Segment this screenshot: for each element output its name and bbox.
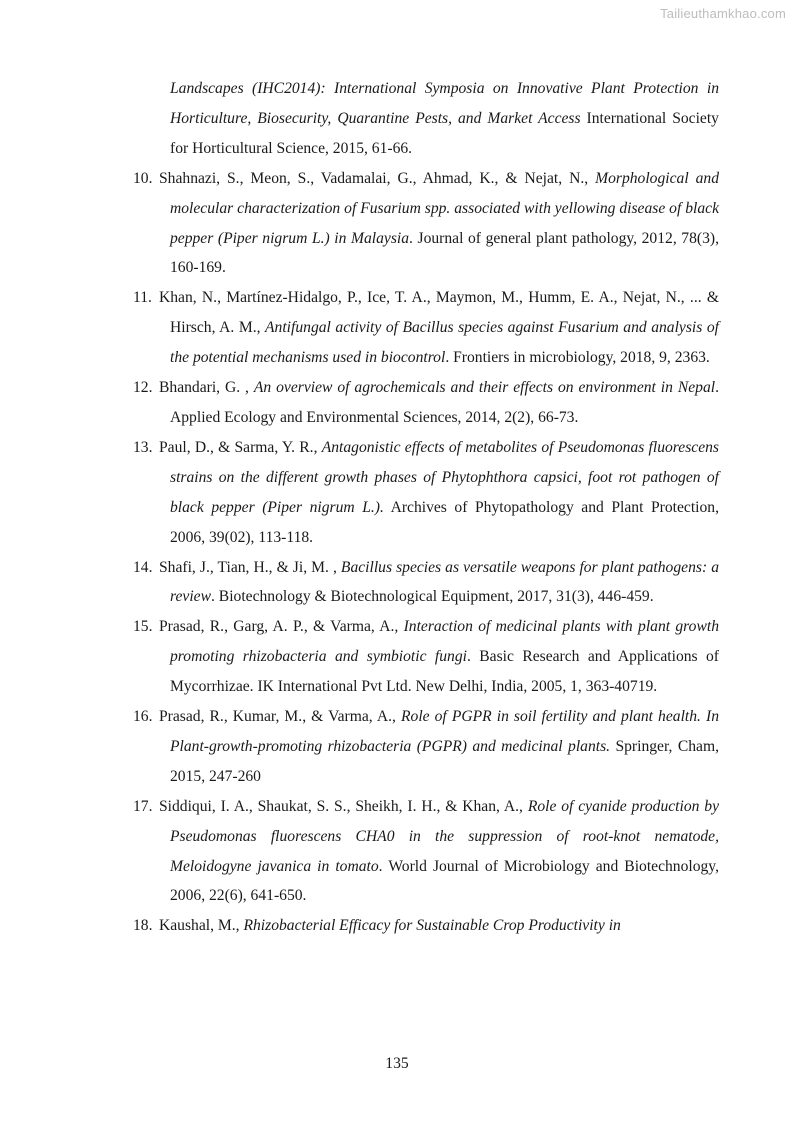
reference-number: 11. [133,289,152,307]
reference-authors: Kaushal, M., [159,917,244,935]
reference-source: International Society for Horticultural Science, 2015, 61-66. [170,109,719,157]
reference-authors: Khan, N., Martínez-Hidalgo, P., Ice, T. A., Maymon, M., Humm, E. A., Nejat, N., ... & Hirsch, A. M., [159,289,719,337]
reference-15 [133,612,719,702]
reference-continuation [133,74,719,164]
reference-13 [133,433,719,553]
reference-12 [133,373,719,433]
page-number: 135 [385,1055,409,1072]
reference-authors: Bhandari, G. , [159,379,254,397]
reference-authors: Siddiqui, I. A., Shaukat, S. S., Sheikh, I. H., & Khan, A., [159,797,528,815]
reference-title: Role of cyanide production by Pseudomonas fluorescens CHA0 in the suppression of root-knot nematode, Meloidogyne javanica in tomato [170,797,719,875]
reference-17 [133,792,719,912]
reference-source: . Journal of general plant pathology, 2012, 78(3), 160-169. [170,229,719,277]
reference-title: Bacillus species as versatile weapons for plant pathogens: a review [170,558,719,606]
reference-list [133,74,719,941]
reference-14 [133,553,719,613]
reference-title: , Interaction of medicinal plants with plant growth promoting rhizobacteria and symbiotic fungi [170,618,719,666]
reference-title: An overview of agrochemicals and their effects on environment in Nepal [253,379,716,397]
reference-number: 17. [133,797,153,815]
reference-16 [133,702,719,792]
reference-11 [133,283,719,373]
watermark: Tailieuthamkhao.com [660,6,786,21]
reference-title: Morphological and molecular characterization of Fusarium spp. associated with yellowing disease of black pepper (Piper nigrum L.) in Malaysia [170,169,719,247]
reference-number: 12. [133,379,153,397]
reference-authors: Shahnazi, S., Meon, S., Vadamalai, G., Ahmad, K., & Nejat, N., [159,169,596,187]
reference-title: Rhizobacterial Efficacy for Sustainable Crop Productivity in [243,917,621,935]
reference-number: 16. [133,708,153,726]
reference-source: . Frontiers in microbiology, 2018, 9, 2363. [445,349,710,367]
reference-source: . Basic Research and Applications of Mycorrhizae. IK International Pvt Ltd. New Delhi, India, 2005, 1, 363-40719. [170,648,719,696]
reference-source: Springer, Cham, 2015, 247-260 [170,737,719,785]
reference-title: Role of PGPR in soil fertility and plant health. In Plant-growth-promoting rhizobacteria (PGPR) and medicinal plants. [170,708,719,755]
reference-number: 14. [133,558,153,576]
reference-title: Landscapes (IHC2014): International Symposia on Innovative Plant Protection in Horticulture, Biosecurity, Quarantine Pests, and Market Access [170,80,719,127]
reference-title: Antifungal activity of Bacillus species against Fusarium and analysis of the potential mechanisms used in biocontrol [170,319,719,367]
reference-source: . Biotechnology & Biotechnological Equipment, 2017, 31(3), 446-459. [211,588,654,606]
reference-number: 13. [133,438,153,456]
reference-authors: Prasad, R., Garg, A. P., & Varma, A. [159,618,395,636]
reference-number: 15. [133,618,153,636]
reference-source: Archives of Phytopathology and Plant Protection, 2006, 39(02), 113-118. [170,498,719,546]
reference-authors: Paul, D., & Sarma, Y. R., [159,438,322,456]
reference-source: . Applied Ecology and Environmental Sciences, 2014, 2(2), 66-73. [170,379,719,426]
reference-authors: Shafi, J., Tian, H., & Ji, M. , [159,558,341,576]
reference-number: 10. [133,169,153,187]
reference-authors: Prasad, R., Kumar, M., & Varma, A., [159,708,401,726]
reference-number: 18. [133,917,153,935]
reference-title: Antagonistic effects of metabolites of Pseudomonas fluorescens strains on the different growth phases of Phytophthora capsici, foot rot pathogen of black pepper (Piper nigrum L.). [170,438,719,516]
reference-10 [133,164,719,284]
reference-source: . World Journal of Microbiology and Biotechnology, 2006, 22(6), 641-650. [170,857,719,905]
reference-18 [133,911,719,941]
